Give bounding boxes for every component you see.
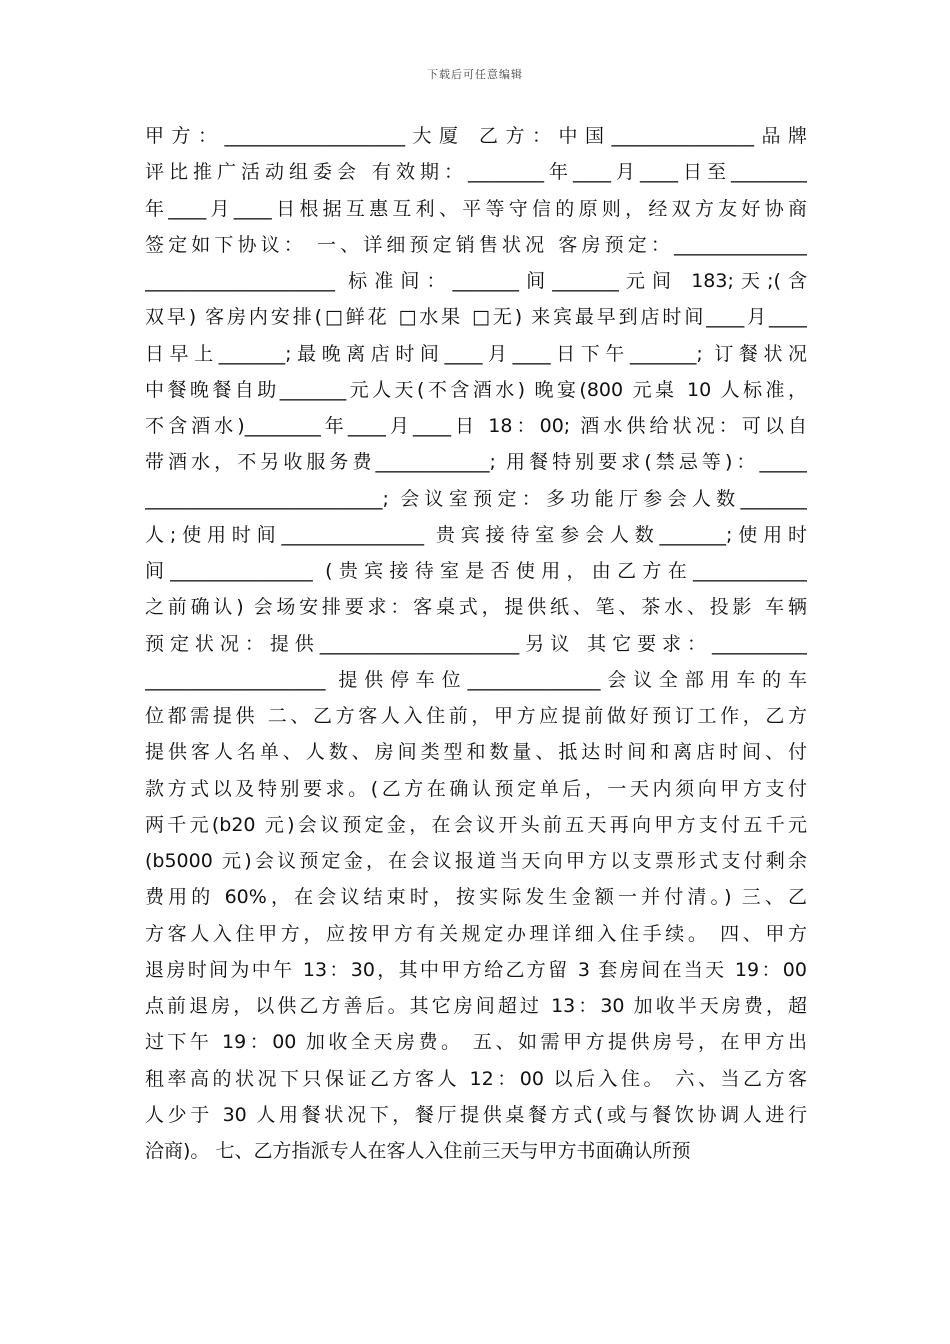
- agreement-line: 退房时间为中午 13：30，其中甲方给乙方留 3 套房间在当天 19：00: [145, 958, 807, 981]
- agreement-line: 款方式以及特别要求。(乙方在确认预定单后，一天内须向甲方支付: [145, 777, 807, 800]
- agreement-line: 年____月____日根据互惠互利、平等守信的原则，经双方友好协商: [145, 197, 807, 220]
- agreement-line: 中餐晚餐自助_______元人天(不含酒水) 晚宴(800 元桌 10 人标准，: [145, 378, 807, 401]
- agreement-line: (b5000 元)会议预定金，在会议报道当天向甲方以支票形式支付剩余: [145, 850, 807, 872]
- agreement-line: ___________________ 提供停车位______________会议全部用车的车: [145, 668, 807, 691]
- agreement-line: 人少于 30 人用餐状况下，餐厅提供桌餐方式(或与餐饮协调人进行: [145, 1103, 807, 1126]
- agreement-line: 评比推广活动组委会 有效期：________年____月____日至________: [145, 161, 807, 184]
- agreement-line: 洽商)。 七、乙方指派专人在客人入住前三天与甲方书面确认所预: [145, 1140, 691, 1162]
- agreement-line: 过下午 19：00 加收全天房费。 五、如需甲方提供房号，在甲方出: [145, 1031, 807, 1054]
- agreement-line: 甲方：___________________大厦 乙方：中国_______________品牌: [145, 125, 807, 147]
- agreement-line: 预定状况：提供_____________________另议 其它要求：__________: [145, 632, 807, 655]
- agreement-line: 之前确认) 会场安排要求：客桌式，提供纸、笔、茶水、投影 车辆: [145, 596, 807, 619]
- agreement-line: ____________________ 标准间：_______间_______元间 183;天;(含: [145, 270, 807, 292]
- agreement-line: 方客人入住甲方，应按甲方有关规定办理详细入住手续。 四、甲方: [145, 922, 807, 945]
- agreement-line: 签定如下协议： 一、详细预定销售状况 客房预定：______________: [145, 233, 807, 256]
- agreement-line: 日早上_______;最晚离店时间____月____日下午_______; 订餐状况: [145, 342, 807, 365]
- agreement-line: 人;使用时间_______________ 贵宾接待室参会人数_______;使用时: [145, 523, 807, 546]
- agreement-line: 点前退房，以供乙方善后。其它房间超过 13：30 加收半天房费，超: [145, 995, 807, 1017]
- agreement-line: 不含酒水)________年____月____日 18：00; 酒水供给状况：可以自: [145, 415, 807, 437]
- agreement-line: 带酒水，不另收服务费____________; 用餐特别要求(禁忌等)：_____: [145, 451, 807, 474]
- agreement-body: [145, 118, 807, 1169]
- agreement-line: _________________________; 会议室预定：多功能厅参会人数_______: [145, 487, 807, 510]
- agreement-line: 位都需提供 二、乙方客人入住前，甲方应提前做好预订工作，乙方: [145, 705, 807, 727]
- agreement-line: 间_______________ (贵宾接待室是否使用，由乙方在____________: [145, 560, 807, 582]
- agreement-line: 双早) 客房内安排(□鲜花 □水果 □无) 来宾最早到店时间____月____: [145, 306, 807, 329]
- agreement-line: 费用的 60%，在会议结束时，按实际发生金额一并付清。) 三、乙: [145, 886, 807, 909]
- agreement-line: 租率高的状况下只保证乙方客人 12：00 以后入住。 六、当乙方客: [145, 1067, 807, 1090]
- agreement-line: 提供客人名单、人数、房间类型和数量、抵达时间和离店时间、付: [145, 741, 807, 764]
- page-header-note: 下载后可任意编辑: [427, 68, 523, 81]
- agreement-line: 两千元(b20 元)会议预定金，在会议开头前五天再向甲方支付五千元: [145, 813, 807, 836]
